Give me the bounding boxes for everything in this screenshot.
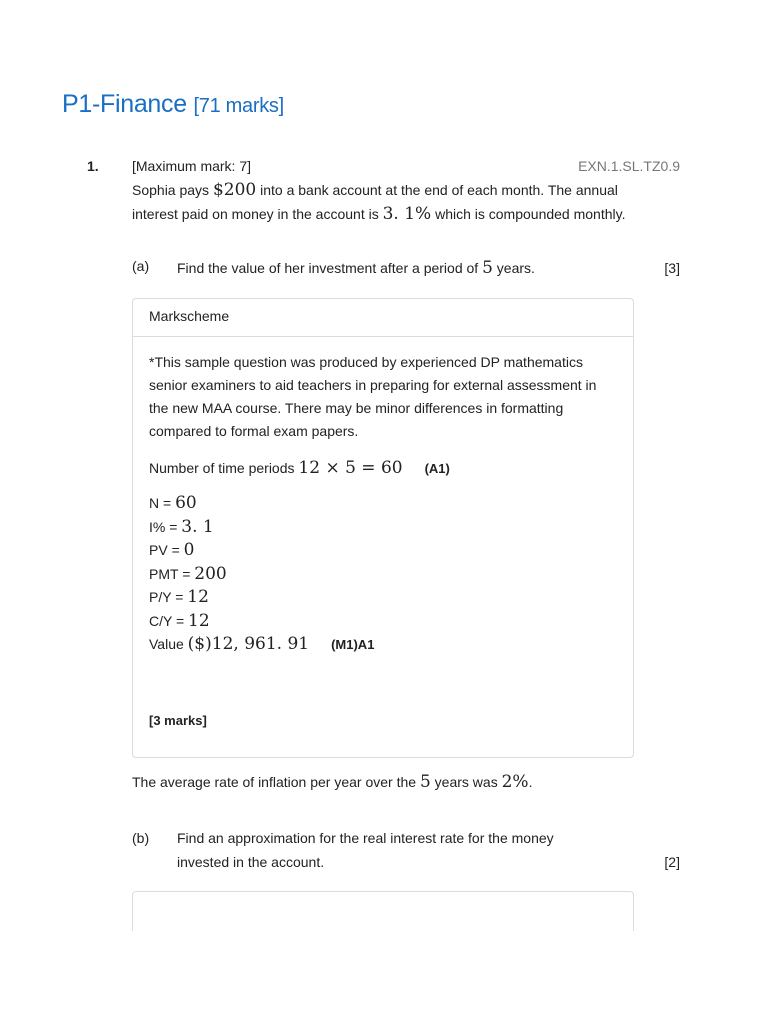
tvm-row-py — [149, 586, 617, 610]
part-a-text-2: years. — [492, 260, 535, 276]
markscheme-heading: Markscheme — [133, 299, 633, 337]
part-b-label: (b) — [132, 830, 150, 846]
inflation-math-rate: 2% — [501, 772, 529, 792]
tvm-label: PV = — [149, 542, 184, 558]
tvm-value: 12 — [187, 587, 209, 607]
time-periods-math: 12 × 5 = 60 — [298, 458, 403, 478]
time-periods-award: (A1) — [424, 461, 450, 476]
stem-text-3: which is compounded monthly. — [431, 206, 626, 222]
time-periods-line — [149, 457, 617, 480]
tvm-value: 200 — [194, 563, 227, 584]
question-number: 1. — [87, 158, 99, 174]
question-stem — [132, 178, 652, 226]
tvm-label: P/Y = — [149, 589, 188, 605]
tvm-value: 60 — [175, 493, 197, 513]
time-periods-label: Number of time periods — [149, 460, 299, 476]
tvm-value: 0 — [183, 540, 195, 560]
tvm-label: N = — [149, 495, 176, 511]
title-text: P1-Finance — [62, 90, 187, 118]
stem-text-2: into a bank account at the end of each month. The annual interest paid on money in the account is — [132, 182, 618, 222]
tvm-row-pv — [149, 539, 617, 563]
value-line — [149, 633, 617, 657]
tvm-row-pmt — [149, 563, 617, 587]
markscheme-total: [3 marks] — [149, 712, 207, 728]
markscheme-body — [133, 337, 633, 746]
part-a-text — [177, 256, 535, 280]
question-reference: EXN.1.SL.TZ0.9 — [578, 158, 680, 174]
part-b-marks: [2] — [664, 854, 680, 870]
inflation-text-2: years was — [430, 774, 502, 790]
tvm-label: I% = — [149, 518, 182, 535]
part-a-math: 5 — [482, 258, 493, 278]
inflation-text-1: The average rate of inflation per year over the — [132, 774, 420, 790]
inflation-statement — [132, 772, 532, 792]
page-bottom-margin — [0, 931, 768, 1024]
tvm-value: 3. 1 — [181, 516, 214, 537]
tvm-row-interest — [149, 516, 617, 540]
part-b-line-2: invested in the account. — [177, 854, 325, 870]
tvm-row-n — [149, 492, 617, 516]
title-marks: [71 marks] — [193, 95, 284, 117]
stem-math-payment: $200 — [212, 180, 257, 200]
tvm-solver-list — [149, 492, 617, 657]
part-a-text-1: Find the value of her investment after a period of — [177, 260, 483, 276]
value-math: ($)12, 961. 91 — [187, 634, 310, 654]
inflation-text-3: . — [528, 774, 533, 790]
tvm-label: C/Y = — [149, 612, 189, 629]
part-b-text — [177, 826, 554, 874]
markscheme-note: *This sample question was produced by experienced DP mathematics senior examiners to aid teachers in preparing for external assessment in the new MAA course. There may be minor differences in formatting compared to formal exam papers. — [149, 354, 597, 439]
markscheme-panel — [132, 298, 634, 758]
stem-math-rate: 3. 1% — [382, 204, 432, 224]
stem-text-1: Sophia pays — [132, 182, 213, 198]
max-mark: [Maximum mark: 7] — [132, 158, 252, 174]
tvm-row-cy — [149, 610, 617, 634]
part-b-line-1: Find an approximation for the real interest rate for the money — [177, 830, 554, 846]
inflation-math-years: 5 — [419, 772, 431, 792]
tvm-value: 12 — [188, 610, 210, 631]
part-a-marks: [3] — [664, 260, 680, 276]
value-label: Value — [149, 636, 188, 652]
tvm-label: PMT = — [149, 565, 195, 582]
value-award: (M1)A1 — [331, 637, 375, 652]
page-title — [62, 90, 284, 119]
part-a-label: (a) — [132, 258, 150, 274]
